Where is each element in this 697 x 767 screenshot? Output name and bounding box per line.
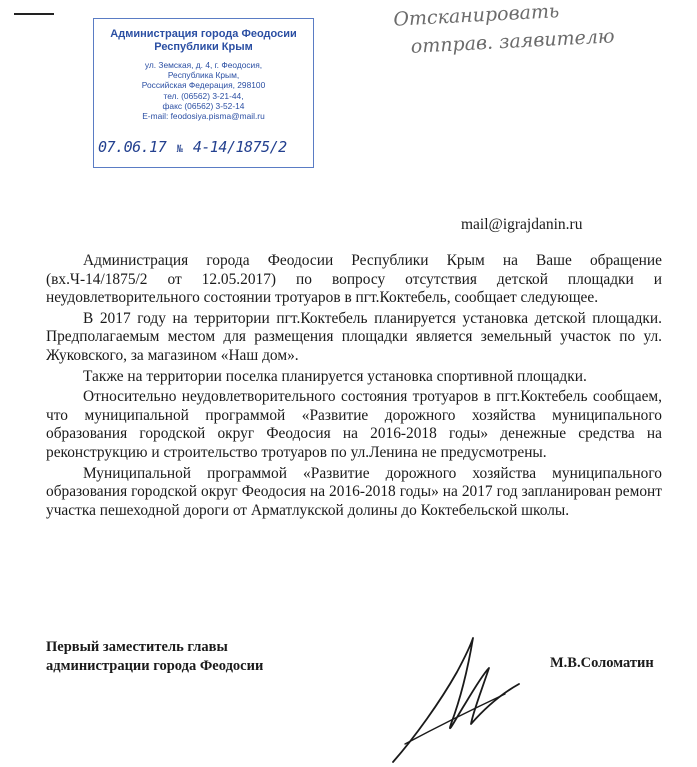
signatory-title-line2: администрации города Феодосии: [46, 658, 264, 674]
stamp-address: [94, 60, 313, 121]
stamp-email: E-mail: feodosiya.pisma@mail.ru: [142, 111, 265, 122]
stamp-registration-line: [98, 138, 309, 156]
stamp-reg-date: 07.06.17: [98, 138, 167, 156]
registration-stamp: [93, 18, 314, 168]
handwritten-signature: [385, 632, 525, 767]
stamp-reg-number: 4-14/1875/2: [192, 138, 287, 156]
signatory-title: [46, 638, 263, 676]
handwritten-note: [393, 0, 616, 62]
stamp-reg-no-label: №: [176, 144, 183, 155]
paragraph: Администрация города Феодосии Республики Крым на Ваше обращение (вх.Ч-14/1875/2 от 12.05.2017) по вопросу отсутствия детской площадки и неудовлетворительного состоянии тротуаров в пгт.Коктебель, сообщает следующее.: [46, 252, 662, 307]
handwritten-note-line2: отправ. заявителю: [410, 25, 616, 58]
dash-mark: [14, 13, 54, 15]
paragraph: Также на территории поселка планируется установка спортивной площадки.: [83, 367, 587, 385]
stamp-org-line2: Республики Крым: [154, 41, 253, 53]
signatory-name: М.В.Соломатин: [550, 655, 654, 671]
stamp-addr-line2: Республика Крым,: [167, 70, 240, 81]
paragraph: В 2017 году на территории пгт.Коктебель планируется установка детской площадки. Предполагаемым местом для размещения площадки является земельный участок по ул. Жуковского, за магазином «Наш дом».: [46, 309, 662, 364]
paragraph: Относительно неудовлетворительного состояния тротуаров в пгт.Коктебель сообщаем, что муниципальной программой «Развитие дорожного хозяйства муниципального образования городской округ Феодосия на 2016-2018 годы» денежные средства на реконструкцию и строительство тротуаров по ул.Ленина не предусмотрены.: [46, 388, 662, 461]
stamp-addr-line3: Российская Федерация, 298100: [141, 80, 266, 91]
stamp-phone: тел. (06562) 3-21-44,: [163, 90, 244, 101]
stamp-org-line1: Администрация города Феодосии: [110, 28, 297, 40]
stamp-addr-line1: ул. Земская, д. 4, г. Феодосия,: [144, 60, 263, 70]
recipient-email: mail@igrajdanin.ru: [461, 216, 583, 233]
stamp-organization: [94, 28, 313, 54]
stamp-fax: факс (06562) 3-52-14: [162, 100, 245, 111]
letter-body: [46, 252, 662, 520]
signatory-title-line1: Первый заместитель главы: [46, 639, 228, 655]
paragraph: Муниципальной программой «Развитие дорожного хозяйства муниципального образования городской округ Феодосия на 2016-2018 годы» на 2017 год запланирован ремонт участка пешеходной дороги от Арматлукской долины до Коктебельской школы.: [46, 464, 662, 519]
handwritten-note-line1: Отсканировать: [392, 0, 560, 31]
